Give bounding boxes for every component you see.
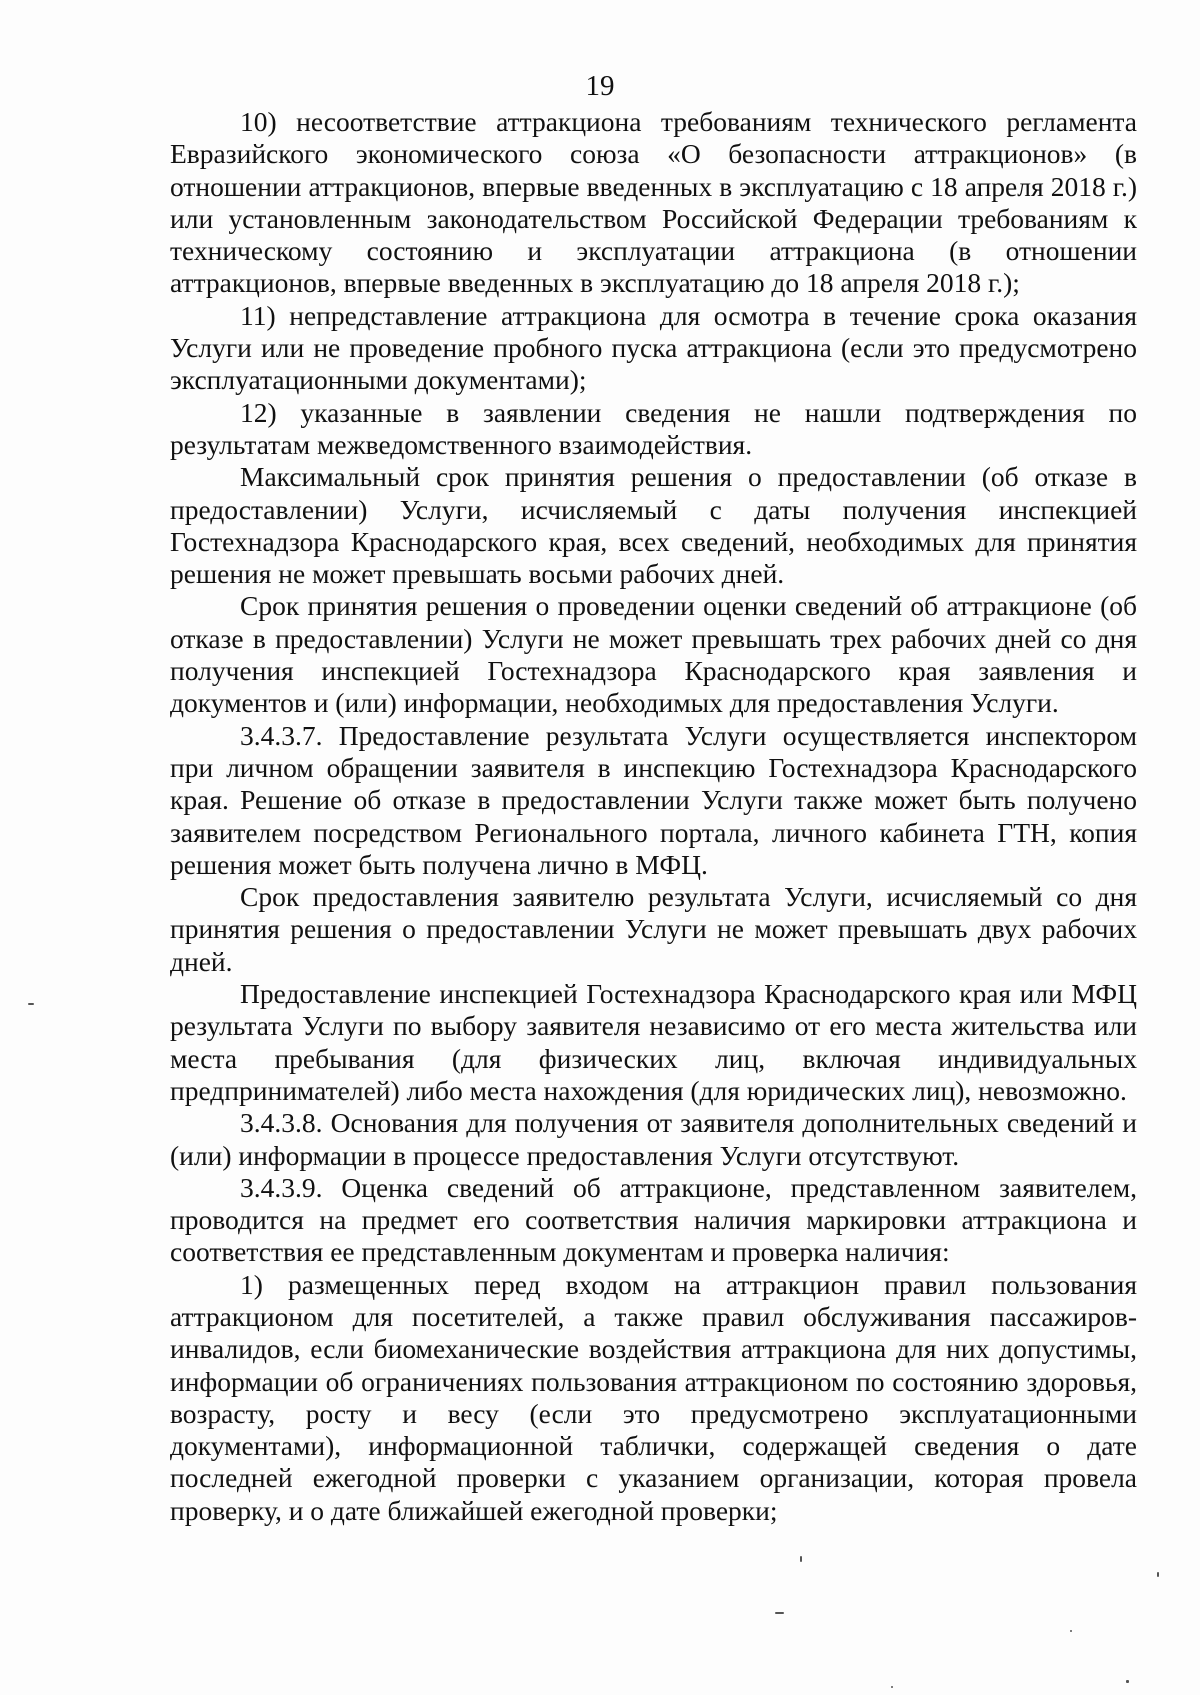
paragraph-3-4-3-9: 3.4.3.9. Оценка сведений об аттракционе, представленном заявителем, проводится на предмет его соответствия наличия маркировки аттракциона и соответствия ее представленным документам и проверка наличия: xyxy=(170,1171,1137,1268)
page-number: 19 xyxy=(585,70,615,102)
scan-speck xyxy=(28,1003,34,1005)
document-body xyxy=(170,106,1137,1527)
paragraph-item-10: 10) несоответствие аттракциона требованиям технического регламента Евразийского экономического союза «О безопасности аттракционов» (в отношении аттракционов, впервые введенных в эксплуатацию с 18 апреля 2018 г.) или установленным законодательством Российской Федерации требованиям к техническому состоянию и эксплуатации аттракциона (в отношении аттракционов, впервые введенных в эксплуатацию до 18 апреля 2018 г.); xyxy=(170,106,1137,299)
paragraph-item-12: 12) указанные в заявлении сведения не нашли подтверждения по результатам межведомственного взаимодействия. xyxy=(170,396,1137,460)
paragraph-result-delivery-term: Срок предоставления заявителю результата Услуги, исчисляемый со дня принятия решения о предоставлении Услуги не может превышать двух рабочих дней. xyxy=(170,881,1137,977)
scan-speck xyxy=(1157,1572,1159,1577)
paragraph-3-4-3-8: 3.4.3.8. Основания для получения от заявителя дополнительных сведений и (или) информации в процессе предоставления Услуги отсутствуют. xyxy=(170,1107,1137,1171)
scan-speck xyxy=(1070,1630,1072,1632)
paragraph-list-item-1: 1) размещенных перед входом на аттракцион правил пользования аттракционом для посетителей, а также правил обслуживания пассажиров-инвалидов, если биомеханические воздействия аттракциона для них допустимы, информации об ограничениях пользования аттракционом по состоянию здоровья, возрасту, росту и весу (если это предусмотрено эксплуатационными документами), информационной таблички, содержащей сведения о дате последней ежегодной проверки с указанием организации, которая провела проверку, и о дате ближайшей ежегодной проверки; xyxy=(170,1268,1137,1526)
paragraph-item-11: 11) непредставление аттракциона для осмотра в течение срока оказания Услуги или не проведение пробного пуска аттракциона (если это предусмотрено эксплуатационными документами); xyxy=(170,299,1137,396)
paragraph-assessment-decision-term: Срок принятия решения о проведении оценки сведений об аттракционе (об отказе в предоставлении) Услуги не может превышать трех рабочих дней со дня получения инспекцией Гостехнадзора Краснодарского края заявления и документов и (или) информации, необходимых для предоставления Услуги. xyxy=(170,590,1137,719)
paragraph-3-4-3-7: 3.4.3.7. Предоставление результата Услуги осуществляется инспектором при личном обращении заявителя в инспекцию Гостехнадзора Краснодарского края. Решение об отказе в предоставлении Услуги также может быть получено заявителем посредством Регионального портала, личного кабинета ГТН, копия решения может быть получена лично в МФЦ. xyxy=(170,719,1137,880)
scan-speck xyxy=(800,1556,802,1562)
scan-speck xyxy=(891,1686,893,1688)
scan-speck xyxy=(1126,1680,1129,1683)
paragraph-max-decision-term: Максимальный срок принятия решения о предоставлении (об отказе в предоставлении) Услуги, исчисляемый с даты получения инспекцией Гостехнадзора Краснодарского края, всех сведений, необходимых для принятия решения не может превышать восьми рабочих дней. xyxy=(170,461,1137,590)
scan-speck xyxy=(775,1612,784,1614)
paragraph-extraterritorial: Предоставление инспекцией Гостехнадзора Краснодарского края или МФЦ результата Услуги по выбору заявителя независимо от его места жительства или места пребывания (для физических лиц, включая индивидуальных предпринимателей) либо места нахождения (для юридических лиц), невозможно. xyxy=(170,978,1137,1106)
